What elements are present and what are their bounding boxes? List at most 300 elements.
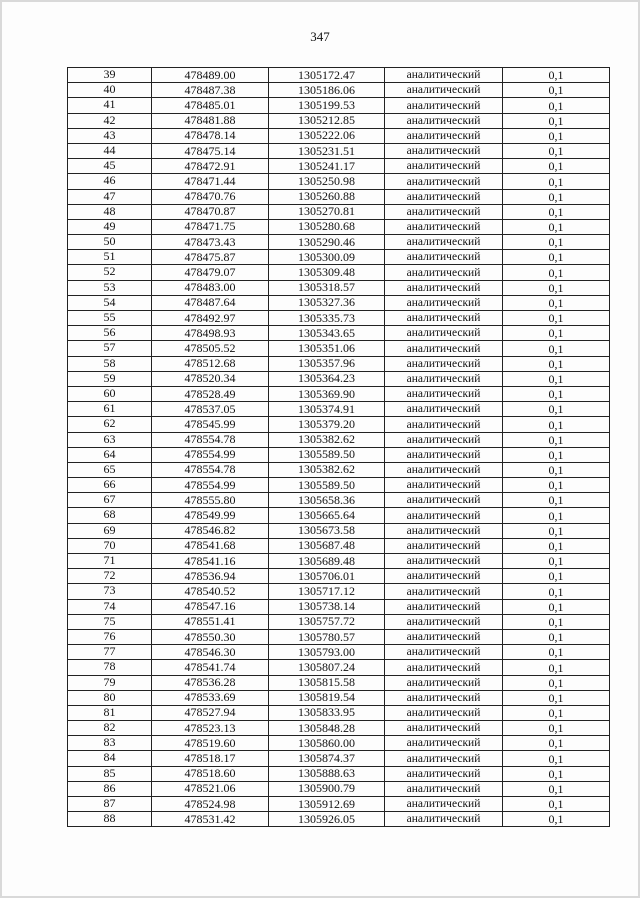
method-cell: аналитический — [385, 508, 503, 523]
method-cell: аналитический — [385, 766, 503, 781]
accuracy-cell: 0,1 — [503, 341, 610, 356]
table-row — [68, 614, 610, 629]
method-cell: аналитический — [385, 174, 503, 189]
y-coordinate-cell: 1305212.85 — [269, 113, 385, 128]
y-coordinate-cell: 1305738.14 — [269, 599, 385, 614]
table-row — [68, 766, 610, 781]
y-coordinate-cell: 1305807.24 — [269, 660, 385, 675]
x-coordinate-cell: 478536.28 — [152, 675, 269, 690]
x-coordinate-cell: 478492.97 — [152, 311, 269, 326]
table-row — [68, 371, 610, 386]
x-coordinate-cell: 478523.13 — [152, 721, 269, 736]
accuracy-cell: 0,1 — [503, 614, 610, 629]
method-cell: аналитический — [385, 751, 503, 766]
method-cell: аналитический — [385, 554, 503, 569]
point-number-cell: 55 — [68, 311, 152, 326]
accuracy-cell: 0,1 — [503, 508, 610, 523]
method-cell: аналитический — [385, 629, 503, 644]
x-coordinate-cell: 478470.76 — [152, 189, 269, 204]
accuracy-cell: 0,1 — [503, 690, 610, 705]
accuracy-cell: 0,1 — [503, 159, 610, 174]
method-cell: аналитический — [385, 493, 503, 508]
method-cell: аналитический — [385, 128, 503, 143]
x-coordinate-cell: 478481.88 — [152, 113, 269, 128]
method-cell: аналитический — [385, 432, 503, 447]
method-cell: аналитический — [385, 189, 503, 204]
y-coordinate-cell: 1305290.46 — [269, 235, 385, 250]
point-number-cell: 59 — [68, 371, 152, 386]
point-number-cell: 78 — [68, 660, 152, 675]
table-row — [68, 174, 610, 189]
y-coordinate-cell: 1305874.37 — [269, 751, 385, 766]
accuracy-cell: 0,1 — [503, 68, 610, 83]
y-coordinate-cell: 1305186.06 — [269, 83, 385, 98]
table-row — [68, 554, 610, 569]
accuracy-cell: 0,1 — [503, 721, 610, 736]
method-cell: аналитический — [385, 371, 503, 386]
method-cell: аналитический — [385, 219, 503, 234]
accuracy-cell: 0,1 — [503, 235, 610, 250]
x-coordinate-cell: 478528.49 — [152, 386, 269, 401]
method-cell: аналитический — [385, 265, 503, 280]
accuracy-cell: 0,1 — [503, 204, 610, 219]
point-number-cell: 47 — [68, 189, 152, 204]
x-coordinate-cell: 478537.05 — [152, 402, 269, 417]
point-number-cell: 79 — [68, 675, 152, 690]
table-row — [68, 250, 610, 265]
y-coordinate-cell: 1305926.05 — [269, 812, 385, 827]
y-coordinate-cell: 1305270.81 — [269, 204, 385, 219]
point-number-cell: 80 — [68, 690, 152, 705]
method-cell: аналитический — [385, 812, 503, 827]
method-cell: аналитический — [385, 736, 503, 751]
y-coordinate-cell: 1305327.36 — [269, 295, 385, 310]
x-coordinate-cell: 478471.75 — [152, 219, 269, 234]
y-coordinate-cell: 1305379.20 — [269, 417, 385, 432]
x-coordinate-cell: 478520.34 — [152, 371, 269, 386]
point-number-cell: 77 — [68, 645, 152, 660]
x-coordinate-cell: 478536.94 — [152, 569, 269, 584]
x-coordinate-cell: 478521.06 — [152, 781, 269, 796]
point-number-cell: 53 — [68, 280, 152, 295]
accuracy-cell: 0,1 — [503, 736, 610, 751]
x-coordinate-cell: 478541.16 — [152, 554, 269, 569]
method-cell: аналитический — [385, 356, 503, 371]
table-row — [68, 83, 610, 98]
y-coordinate-cell: 1305589.50 — [269, 447, 385, 462]
x-coordinate-cell: 478471.44 — [152, 174, 269, 189]
point-number-cell: 68 — [68, 508, 152, 523]
x-coordinate-cell: 478498.93 — [152, 326, 269, 341]
table-row — [68, 660, 610, 675]
table-row — [68, 265, 610, 280]
method-cell: аналитический — [385, 584, 503, 599]
table-row — [68, 280, 610, 295]
accuracy-cell: 0,1 — [503, 250, 610, 265]
x-coordinate-cell: 478550.30 — [152, 629, 269, 644]
table-row — [68, 797, 610, 812]
coordinates-table-body — [68, 68, 610, 827]
point-number-cell: 76 — [68, 629, 152, 644]
method-cell: аналитический — [385, 690, 503, 705]
table-row — [68, 690, 610, 705]
x-coordinate-cell: 478555.80 — [152, 493, 269, 508]
x-coordinate-cell: 478554.78 — [152, 462, 269, 477]
table-row — [68, 356, 610, 371]
x-coordinate-cell: 478551.41 — [152, 614, 269, 629]
x-coordinate-cell: 478531.42 — [152, 812, 269, 827]
y-coordinate-cell: 1305318.57 — [269, 280, 385, 295]
y-coordinate-cell: 1305374.91 — [269, 402, 385, 417]
y-coordinate-cell: 1305260.88 — [269, 189, 385, 204]
x-coordinate-cell: 478545.99 — [152, 417, 269, 432]
accuracy-cell: 0,1 — [503, 660, 610, 675]
x-coordinate-cell: 478527.94 — [152, 705, 269, 720]
point-number-cell: 88 — [68, 812, 152, 827]
y-coordinate-cell: 1305717.12 — [269, 584, 385, 599]
accuracy-cell: 0,1 — [503, 478, 610, 493]
table-row — [68, 295, 610, 310]
y-coordinate-cell: 1305300.09 — [269, 250, 385, 265]
x-coordinate-cell: 478483.00 — [152, 280, 269, 295]
accuracy-cell: 0,1 — [503, 538, 610, 553]
y-coordinate-cell: 1305199.53 — [269, 98, 385, 113]
method-cell: аналитический — [385, 721, 503, 736]
table-row — [68, 569, 610, 584]
point-number-cell: 69 — [68, 523, 152, 538]
table-row — [68, 705, 610, 720]
y-coordinate-cell: 1305848.28 — [269, 721, 385, 736]
accuracy-cell: 0,1 — [503, 447, 610, 462]
x-coordinate-cell: 478546.82 — [152, 523, 269, 538]
y-coordinate-cell: 1305369.90 — [269, 386, 385, 401]
y-coordinate-cell: 1305364.23 — [269, 371, 385, 386]
y-coordinate-cell: 1305589.50 — [269, 478, 385, 493]
table-row — [68, 189, 610, 204]
x-coordinate-cell: 478518.17 — [152, 751, 269, 766]
point-number-cell: 58 — [68, 356, 152, 371]
y-coordinate-cell: 1305900.79 — [269, 781, 385, 796]
point-number-cell: 66 — [68, 478, 152, 493]
x-coordinate-cell: 478505.52 — [152, 341, 269, 356]
table-row — [68, 68, 610, 83]
y-coordinate-cell: 1305172.47 — [269, 68, 385, 83]
accuracy-cell: 0,1 — [503, 797, 610, 812]
coordinates-table — [67, 67, 610, 827]
table-row — [68, 721, 610, 736]
method-cell: аналитический — [385, 341, 503, 356]
table-row — [68, 98, 610, 113]
method-cell: аналитический — [385, 311, 503, 326]
table-row — [68, 432, 610, 447]
accuracy-cell: 0,1 — [503, 402, 610, 417]
y-coordinate-cell: 1305309.48 — [269, 265, 385, 280]
x-coordinate-cell: 478512.68 — [152, 356, 269, 371]
method-cell: аналитический — [385, 159, 503, 174]
method-cell: аналитический — [385, 599, 503, 614]
method-cell: аналитический — [385, 113, 503, 128]
accuracy-cell: 0,1 — [503, 751, 610, 766]
accuracy-cell: 0,1 — [503, 417, 610, 432]
point-number-cell: 73 — [68, 584, 152, 599]
method-cell: аналитический — [385, 68, 503, 83]
x-coordinate-cell: 478533.69 — [152, 690, 269, 705]
x-coordinate-cell: 478518.60 — [152, 766, 269, 781]
table-row — [68, 493, 610, 508]
method-cell: аналитический — [385, 478, 503, 493]
table-row — [68, 538, 610, 553]
point-number-cell: 74 — [68, 599, 152, 614]
y-coordinate-cell: 1305793.00 — [269, 645, 385, 660]
x-coordinate-cell: 478540.52 — [152, 584, 269, 599]
x-coordinate-cell: 478489.00 — [152, 68, 269, 83]
method-cell: аналитический — [385, 204, 503, 219]
method-cell: аналитический — [385, 569, 503, 584]
table-row — [68, 462, 610, 477]
table-row — [68, 386, 610, 401]
point-number-cell: 70 — [68, 538, 152, 553]
method-cell: аналитический — [385, 235, 503, 250]
x-coordinate-cell: 478541.68 — [152, 538, 269, 553]
point-number-cell: 81 — [68, 705, 152, 720]
method-cell: аналитический — [385, 280, 503, 295]
point-number-cell: 86 — [68, 781, 152, 796]
y-coordinate-cell: 1305335.73 — [269, 311, 385, 326]
table-row — [68, 204, 610, 219]
point-number-cell: 56 — [68, 326, 152, 341]
table-row — [68, 128, 610, 143]
point-number-cell: 63 — [68, 432, 152, 447]
y-coordinate-cell: 1305689.48 — [269, 554, 385, 569]
accuracy-cell: 0,1 — [503, 295, 610, 310]
accuracy-cell: 0,1 — [503, 705, 610, 720]
x-coordinate-cell: 478478.14 — [152, 128, 269, 143]
accuracy-cell: 0,1 — [503, 812, 610, 827]
table-row — [68, 417, 610, 432]
point-number-cell: 40 — [68, 83, 152, 98]
method-cell: аналитический — [385, 402, 503, 417]
y-coordinate-cell: 1305833.95 — [269, 705, 385, 720]
method-cell: аналитический — [385, 645, 503, 660]
table-row — [68, 326, 610, 341]
accuracy-cell: 0,1 — [503, 356, 610, 371]
table-row — [68, 584, 610, 599]
table-row — [68, 113, 610, 128]
accuracy-cell: 0,1 — [503, 280, 610, 295]
accuracy-cell: 0,1 — [503, 462, 610, 477]
table-row — [68, 781, 610, 796]
accuracy-cell: 0,1 — [503, 219, 610, 234]
x-coordinate-cell: 478485.01 — [152, 98, 269, 113]
point-number-cell: 48 — [68, 204, 152, 219]
page-number: 347 — [310, 29, 330, 44]
point-number-cell: 57 — [68, 341, 152, 356]
y-coordinate-cell: 1305687.48 — [269, 538, 385, 553]
x-coordinate-cell: 478475.14 — [152, 143, 269, 158]
accuracy-cell: 0,1 — [503, 113, 610, 128]
x-coordinate-cell: 478541.74 — [152, 660, 269, 675]
table-row — [68, 675, 610, 690]
method-cell: аналитический — [385, 447, 503, 462]
table-row — [68, 447, 610, 462]
point-number-cell: 64 — [68, 447, 152, 462]
accuracy-cell: 0,1 — [503, 128, 610, 143]
point-number-cell: 67 — [68, 493, 152, 508]
method-cell: аналитический — [385, 462, 503, 477]
method-cell: аналитический — [385, 143, 503, 158]
point-number-cell: 50 — [68, 235, 152, 250]
y-coordinate-cell: 1305382.62 — [269, 432, 385, 447]
method-cell: аналитический — [385, 797, 503, 812]
x-coordinate-cell: 478549.99 — [152, 508, 269, 523]
table-row — [68, 736, 610, 751]
y-coordinate-cell: 1305250.98 — [269, 174, 385, 189]
method-cell: аналитический — [385, 675, 503, 690]
x-coordinate-cell: 478546.30 — [152, 645, 269, 660]
accuracy-cell: 0,1 — [503, 781, 610, 796]
point-number-cell: 65 — [68, 462, 152, 477]
accuracy-cell: 0,1 — [503, 432, 610, 447]
table-row — [68, 523, 610, 538]
method-cell: аналитический — [385, 614, 503, 629]
method-cell: аналитический — [385, 523, 503, 538]
point-number-cell: 42 — [68, 113, 152, 128]
accuracy-cell: 0,1 — [503, 493, 610, 508]
table-row — [68, 478, 610, 493]
table-row — [68, 219, 610, 234]
point-number-cell: 72 — [68, 569, 152, 584]
x-coordinate-cell: 478519.60 — [152, 736, 269, 751]
method-cell: аналитический — [385, 386, 503, 401]
accuracy-cell: 0,1 — [503, 311, 610, 326]
table-row — [68, 751, 610, 766]
method-cell: аналитический — [385, 326, 503, 341]
y-coordinate-cell: 1305665.64 — [269, 508, 385, 523]
method-cell: аналитический — [385, 660, 503, 675]
point-number-cell: 75 — [68, 614, 152, 629]
accuracy-cell: 0,1 — [503, 584, 610, 599]
point-number-cell: 39 — [68, 68, 152, 83]
table-row — [68, 629, 610, 644]
accuracy-cell: 0,1 — [503, 599, 610, 614]
method-cell: аналитический — [385, 705, 503, 720]
y-coordinate-cell: 1305815.58 — [269, 675, 385, 690]
table-row — [68, 159, 610, 174]
point-number-cell: 85 — [68, 766, 152, 781]
accuracy-cell: 0,1 — [503, 386, 610, 401]
method-cell: аналитический — [385, 781, 503, 796]
y-coordinate-cell: 1305757.72 — [269, 614, 385, 629]
accuracy-cell: 0,1 — [503, 569, 610, 584]
table-row — [68, 645, 610, 660]
y-coordinate-cell: 1305780.57 — [269, 629, 385, 644]
point-number-cell: 61 — [68, 402, 152, 417]
x-coordinate-cell: 478487.38 — [152, 83, 269, 98]
y-coordinate-cell: 1305222.06 — [269, 128, 385, 143]
x-coordinate-cell: 478479.07 — [152, 265, 269, 280]
y-coordinate-cell: 1305343.65 — [269, 326, 385, 341]
point-number-cell: 54 — [68, 295, 152, 310]
table-row — [68, 402, 610, 417]
table-row — [68, 311, 610, 326]
point-number-cell: 60 — [68, 386, 152, 401]
accuracy-cell: 0,1 — [503, 371, 610, 386]
method-cell: аналитический — [385, 538, 503, 553]
table-row — [68, 599, 610, 614]
method-cell: аналитический — [385, 417, 503, 432]
y-coordinate-cell: 1305860.00 — [269, 736, 385, 751]
table-row — [68, 235, 610, 250]
y-coordinate-cell: 1305912.69 — [269, 797, 385, 812]
accuracy-cell: 0,1 — [503, 645, 610, 660]
y-coordinate-cell: 1305231.51 — [269, 143, 385, 158]
table-row — [68, 508, 610, 523]
accuracy-cell: 0,1 — [503, 675, 610, 690]
point-number-cell: 49 — [68, 219, 152, 234]
table-row — [68, 812, 610, 827]
accuracy-cell: 0,1 — [503, 143, 610, 158]
accuracy-cell: 0,1 — [503, 265, 610, 280]
y-coordinate-cell: 1305888.63 — [269, 766, 385, 781]
point-number-cell: 44 — [68, 143, 152, 158]
accuracy-cell: 0,1 — [503, 766, 610, 781]
table-row — [68, 341, 610, 356]
accuracy-cell: 0,1 — [503, 554, 610, 569]
method-cell: аналитический — [385, 295, 503, 310]
y-coordinate-cell: 1305241.17 — [269, 159, 385, 174]
x-coordinate-cell: 478475.87 — [152, 250, 269, 265]
method-cell: аналитический — [385, 83, 503, 98]
accuracy-cell: 0,1 — [503, 629, 610, 644]
y-coordinate-cell: 1305658.36 — [269, 493, 385, 508]
accuracy-cell: 0,1 — [503, 189, 610, 204]
point-number-cell: 52 — [68, 265, 152, 280]
point-number-cell: 51 — [68, 250, 152, 265]
accuracy-cell: 0,1 — [503, 326, 610, 341]
x-coordinate-cell: 478554.78 — [152, 432, 269, 447]
point-number-cell: 82 — [68, 721, 152, 736]
y-coordinate-cell: 1305382.62 — [269, 462, 385, 477]
x-coordinate-cell: 478524.98 — [152, 797, 269, 812]
x-coordinate-cell: 478472.91 — [152, 159, 269, 174]
y-coordinate-cell: 1305351.06 — [269, 341, 385, 356]
accuracy-cell: 0,1 — [503, 174, 610, 189]
point-number-cell: 71 — [68, 554, 152, 569]
y-coordinate-cell: 1305280.68 — [269, 219, 385, 234]
accuracy-cell: 0,1 — [503, 98, 610, 113]
accuracy-cell: 0,1 — [503, 523, 610, 538]
point-number-cell: 83 — [68, 736, 152, 751]
method-cell: аналитический — [385, 98, 503, 113]
accuracy-cell: 0,1 — [503, 83, 610, 98]
table-row — [68, 143, 610, 158]
y-coordinate-cell: 1305819.54 — [269, 690, 385, 705]
x-coordinate-cell: 478554.99 — [152, 447, 269, 462]
y-coordinate-cell: 1305673.58 — [269, 523, 385, 538]
x-coordinate-cell: 478470.87 — [152, 204, 269, 219]
point-number-cell: 45 — [68, 159, 152, 174]
point-number-cell: 84 — [68, 751, 152, 766]
point-number-cell: 62 — [68, 417, 152, 432]
point-number-cell: 46 — [68, 174, 152, 189]
x-coordinate-cell: 478487.64 — [152, 295, 269, 310]
x-coordinate-cell: 478547.16 — [152, 599, 269, 614]
method-cell: аналитический — [385, 250, 503, 265]
x-coordinate-cell: 478554.99 — [152, 478, 269, 493]
point-number-cell: 41 — [68, 98, 152, 113]
y-coordinate-cell: 1305706.01 — [269, 569, 385, 584]
point-number-cell: 87 — [68, 797, 152, 812]
